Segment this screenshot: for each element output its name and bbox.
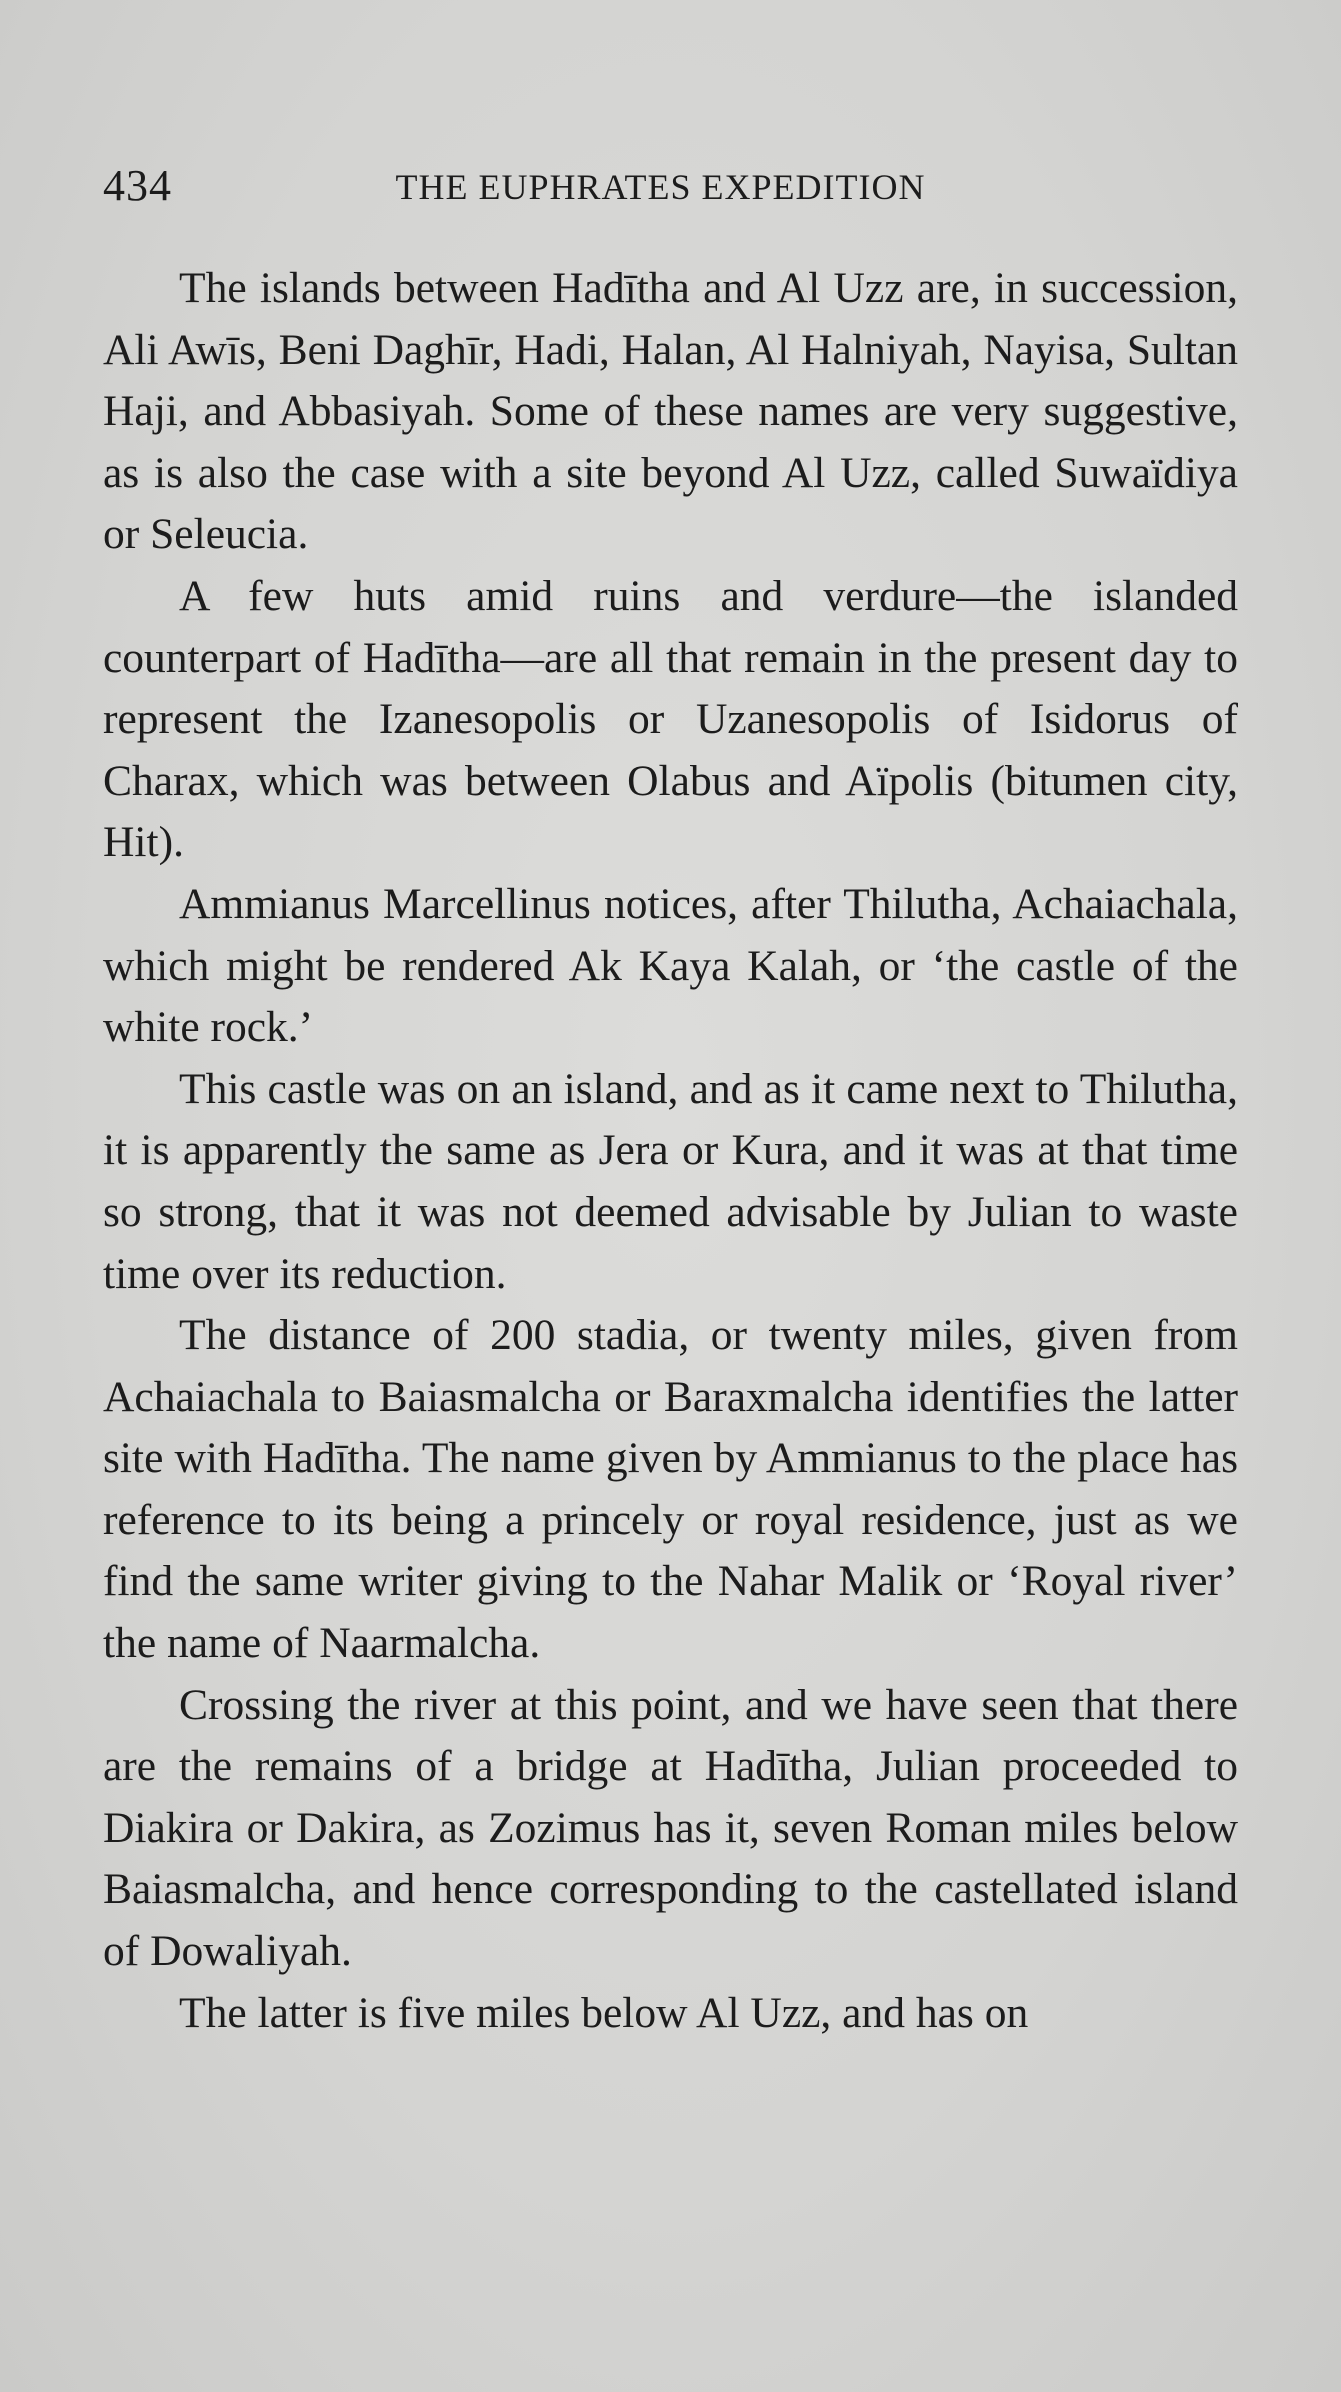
page-number: 434 [103,161,172,210]
paragraph: The latter is five miles below Al Uzz, and has on [179,1988,1029,2037]
running-title: THE EUPHRATES EXPEDITION [395,167,926,207]
paragraph: This castle was on an island, and as it came next to Thilutha, it is apparently the same as Jera or Kura, and it was at that time so strong, that it was not deemed advisable by Julian to waste time over its reduction. [103,1064,1238,1298]
paragraph: Crossing the river at this point, and we have seen that there are the remains of a bridge at Hadītha, Julian proceeded to Diakira or Dakira, as Zozimus has it, seven Roman miles below Baiasmalcha, and hence corresponding to the castellated island of Dowaliyah. [103,1680,1238,1976]
running-head [103,160,1238,216]
body-text [103,258,1238,2044]
paragraph: The islands between Hadītha and Al Uzz are, in succession, Ali Awīs, Beni Daghīr, Hadi, Halan, Al Halniyah, Nayisa, Sultan Haji, and Abbasiyah. Some of these names are very suggestive, as is also the case with a site beyond Al Uzz, called Suwaïdiya or Seleucia. [103,264,1238,559]
paragraph: The distance of 200 stadia, or twenty miles, given from Achaiachala to Baiasmalcha or Baraxmalcha identifies the latter site with Hadītha. The name given by Ammianus to the place has reference to its being a princely or royal residence, just as we find the same writer giving to the Nahar Malik or ‘Royal river’ the name of Naarmalcha. [103,1311,1238,1668]
paragraph: Ammianus Marcellinus notices, after Thilutha, Achaiachala, which might be rendered Ak Kaya Kalah, or ‘the castle of the white rock.’ [103,879,1238,1052]
paragraph: A few huts amid ruins and verdure—the islanded counterpart of Hadītha—are all that remain in the present day to represent the Izanesopolis or Uzanesopolis of Isidorus of Charax, which was between Olabus and Aïpolis (bitumen city, Hit). [103,571,1238,867]
